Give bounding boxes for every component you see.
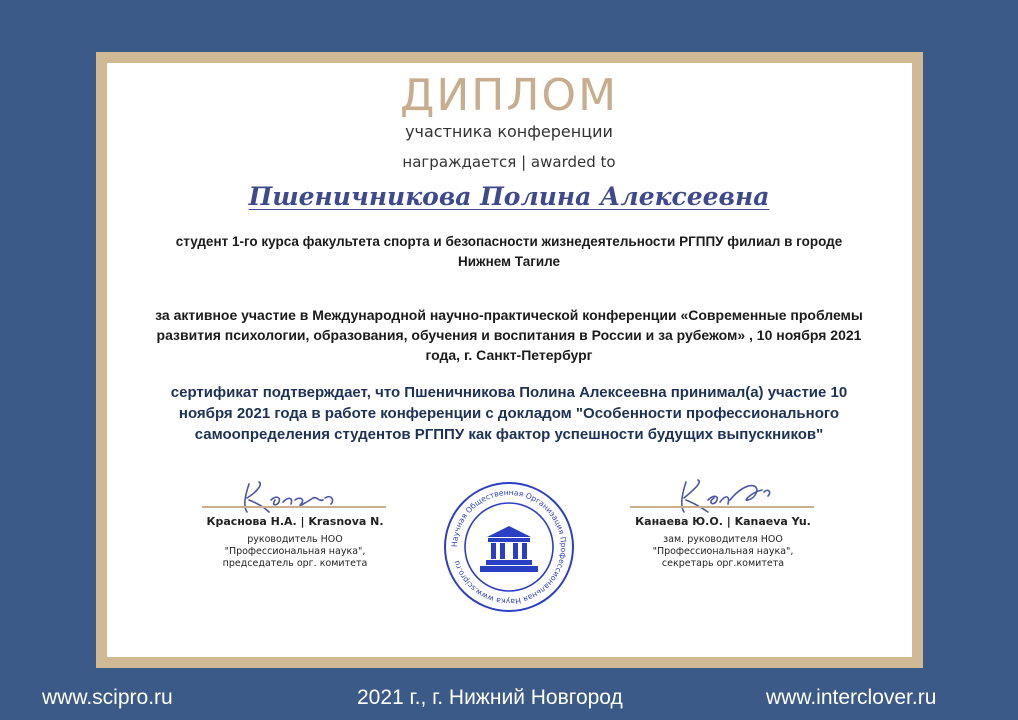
left-signature-line <box>202 506 386 508</box>
footer-link-scipro[interactable]: www.scipro.ru <box>42 686 173 709</box>
right-signer-role-2: "Профессиональная наука", <box>652 546 794 557</box>
recipient-name: Пшеничникова Полина Алексеевна <box>248 182 770 211</box>
participation-text: за активное участие в Международной научно-практической конференции «Современные проблемы развития психологии, образования, обучения и воспитания в России и за рубежом» , 10 ноября 2021 года, г. Санкт-Петербург <box>155 307 863 363</box>
organization-seal <box>442 480 576 614</box>
right-signer-role-3: секретарь орг.комитета <box>661 558 785 569</box>
recipient-description: студент 1-го курса факультета спорта и безопасности жизнедеятельности РГППУ филиал в городе Нижнем Тагиле <box>175 234 843 269</box>
seal-text: Научная Общественная Организация Профессиональная Наука www.scipro.ru <box>449 487 569 607</box>
footer-link-interclover[interactable]: www.interclover.ru <box>766 686 937 709</box>
right-signer-name: Канаева Ю.О. | Kanaeva Yu. <box>635 515 811 528</box>
left-signer-name: Краснова Н.А. | Krasnova N. <box>206 515 384 528</box>
footer-location-year: 2021 г., г. Нижний Новгород <box>357 686 623 709</box>
left-signer-role-1: руководитель НОО <box>247 534 343 545</box>
left-signer-role-2: "Профессиональная наука", <box>224 546 366 557</box>
diploma-subtitle: участника конференции <box>405 122 613 141</box>
diploma-title: ДИПЛОМ <box>399 70 619 121</box>
left-signer-role-3: председатель орг. комитета <box>222 558 368 569</box>
right-signer-role-1: зам. руководителя НОО <box>663 534 783 545</box>
right-signature-scribble <box>668 474 778 520</box>
certificate-text: сертификат подтверждает, что Пшеничникова Полина Алексеевна принимал(а) участие 10 ноября 2021 года в работе конференции с докладом "Особенности профессионального самоопределения студентов РГППУ как фактор успешности будущих выпускников" <box>170 384 848 443</box>
right-signature-line <box>630 506 814 508</box>
awarded-to-label: награждается | awarded to <box>402 153 616 171</box>
left-signature-scribble <box>235 478 345 518</box>
